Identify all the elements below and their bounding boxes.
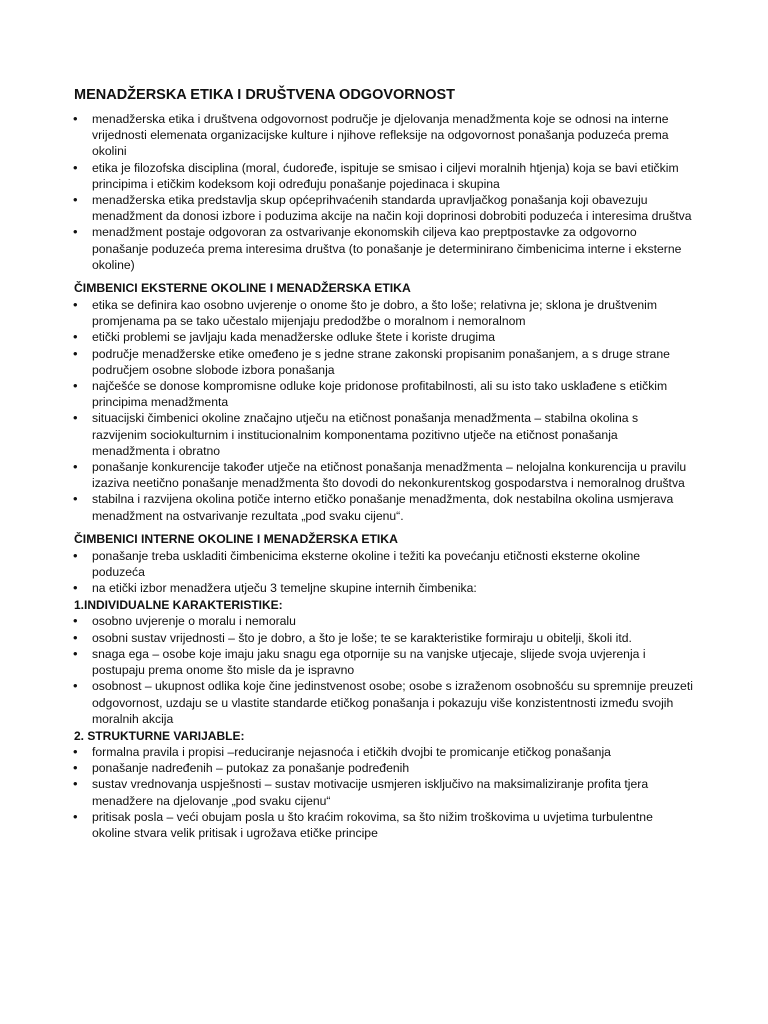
list-item xyxy=(74,760,694,776)
internal-heading: ČIMBENICI INTERNE OKOLINE I MENADŽERSKA ETIKA xyxy=(74,531,398,546)
list-item-text: situacijski čimbenici okoline značajno utječu na etičnost ponašanja menadžmenta – stabilna okolina s razvijenim sociokulturnim i institucionalnim komponentama pozitivno utječe na etičnost ponašanja menadžmenta i obratno xyxy=(92,411,639,458)
list-item xyxy=(74,548,694,580)
list-item xyxy=(74,378,694,410)
list-item-text: područje menadžerske etike omeđeno je s jedne strane zakonski propisanim ponašanjem, a s druge strane područjem osobne slobode izbora ponašanja xyxy=(92,346,670,377)
list-item-text: ponašanje treba uskladiti čimbenicima eksterne okoline i težiti ka povećanju etičnosti eksterne okoline poduzeća xyxy=(92,548,641,580)
bullet-icon: • xyxy=(73,345,78,361)
list-item xyxy=(74,744,694,760)
list-item xyxy=(74,630,694,646)
list-item xyxy=(74,491,694,523)
list-item-text: formalna pravila i propisi –reduciranje nejasnoća i etičkih dvojbi te promicanje etičkog ponašanja xyxy=(92,744,611,759)
bullet-icon: • xyxy=(73,111,78,126)
list-item xyxy=(74,459,694,491)
list-item xyxy=(74,646,694,678)
list-item xyxy=(74,776,694,808)
list-item-text: ponašanje nadređenih – putokaz za ponašanje podređenih xyxy=(92,761,410,776)
list-item xyxy=(74,678,694,727)
list-item xyxy=(74,329,694,345)
bullet-icon: • xyxy=(73,645,78,661)
bullet-icon: • xyxy=(73,459,78,475)
bullet-icon: • xyxy=(73,329,78,345)
list-item xyxy=(74,410,694,459)
document-body xyxy=(74,86,694,841)
intro-list xyxy=(74,111,694,273)
list-item-text: menadžerska etika i društvena odgovornost područje je djelovanja menadžmenta koje se odnosi na interne vrijednosti elemenata organizacijske kulture i njihove refleksije na odgovornost ponašanja poduzeća prema okolini xyxy=(92,112,669,159)
bullet-icon: • xyxy=(73,192,78,208)
list-item xyxy=(74,224,694,273)
bullet-icon: • xyxy=(73,378,78,394)
list-item-text: najčešće se donose kompromisne odluke koje pridonose profitabilnosti, ali su isto tako usklađene s etičkim principima menadžmenta xyxy=(92,379,668,410)
list-item xyxy=(74,346,694,378)
bullet-icon: • xyxy=(73,580,78,596)
list-item-text: sustav vrednovanja uspješnosti – sustav motivacije usmjeren isključivo na maksimaliziranje profita tjera menadžere na djelovanje „pod svaku cijenu“ xyxy=(92,777,649,808)
bullet-icon: • xyxy=(73,159,78,175)
structural-heading: 2. STRUKTURNE VARIJABLE: xyxy=(74,728,245,743)
individual-list xyxy=(74,613,694,726)
bullet-icon: • xyxy=(73,629,78,645)
list-item-text: osobnost – ukupnost odlika koje čine jedinstvenost osobe; osobe s izraženom osobnošću su spremnije preuzeti odgovornost, uzdaju se u vlastite standarde etičkog ponašanja i pokazuju više konzistentnosti između svojih moralnih akcija xyxy=(92,679,693,726)
list-item xyxy=(74,580,694,596)
list-item-text: na etički izbor menadžera utječu 3 temeljne skupine internih čimbenika: xyxy=(92,581,477,596)
bullet-icon: • xyxy=(73,678,78,694)
list-item xyxy=(74,192,694,224)
list-item-text: osobni sustav vrijednosti – što je dobro, a što je loše; te se karakteristike formiraju u obitelji, školi itd. xyxy=(92,630,632,645)
list-item-text: etički problemi se javljaju kada menadžerske odluke štete i koriste drugima xyxy=(92,330,496,345)
bullet-icon: • xyxy=(73,297,78,313)
structural-list xyxy=(74,744,694,841)
page-title: MENADŽERSKA ETIKA I DRUŠTVENA ODGOVORNOST xyxy=(74,87,456,103)
list-item xyxy=(74,160,694,192)
list-item xyxy=(74,297,694,329)
bullet-icon: • xyxy=(73,224,78,240)
list-item xyxy=(74,613,694,629)
list-item-text: etika je filozofska disciplina (moral, ćudoređe, ispituje se smisao i ciljevi moralnih htjenja) koja se bavi etičkim principima i etičkim kodeksom koji određuju ponašanje pojedinaca i skupina xyxy=(92,160,679,191)
list-item xyxy=(74,111,694,160)
list-item-text: etika se definira kao osobno uvjerenje o onome što je dobro, a što loše; relativna je; sklona je društvenim promjenama pa se tako učestalo mijenjaju predodžbe o moralnom i nemoralnom xyxy=(92,298,658,329)
list-item-text: menadžment postaje odgovoran za ostvarivanje ekonomskih ciljeva kao preptpostavke za odgovorno ponašanje poduzeća prema interesima društva (to ponašanje je determinirano čimbenicima interne i eksterne okoline) xyxy=(92,225,682,272)
bullet-icon: • xyxy=(73,743,78,759)
list-item-text: osobno uvjerenje o moralu i nemoralu xyxy=(92,614,296,629)
bullet-icon: • xyxy=(73,776,78,792)
bullet-icon: • xyxy=(73,613,78,629)
list-item-text: pritisak posla – veći obujam posla u što kraćim rokovima, sa što nižim troškovima u uvjetima turbulentne okoline stvara velik pritisak i ugrožava etičke principe xyxy=(92,809,653,840)
internal-list xyxy=(74,548,694,597)
list-item-text: menadžerska etika predstavlja skup općeprihvaćenih standarda upravljačkog ponašanja koji obavezuju menadžment da donosi izbore i poduzima akcije na način koji doprinosi dobrobiti poduzeća i interesima društva xyxy=(92,193,692,224)
external-heading: ČIMBENICI EKSTERNE OKOLINE I MENADŽERSKA ETIKA xyxy=(74,281,411,296)
bullet-icon: • xyxy=(73,808,78,824)
list-item-text: snaga ega – osobe koje imaju jaku snagu ega otpornije su na vanjske utjecaje, slijede svoja uvjerenja i postupaju prema onome što misle da je ispravno xyxy=(92,646,646,678)
list-item-text: stabilna i razvijena okolina potiče interno etičko ponašanje menadžmenta, dok nestabilna okolina usmjerava menadžment na ostvarivanje rezultata „pod svaku cijenu“. xyxy=(92,492,674,523)
bullet-icon: • xyxy=(73,547,78,563)
external-list xyxy=(74,297,694,524)
bullet-icon: • xyxy=(73,410,78,426)
list-item xyxy=(74,809,694,841)
bullet-icon: • xyxy=(73,760,78,776)
individual-heading: 1.INDIVIDUALNE KARAKTERISTIKE: xyxy=(74,598,283,613)
bullet-icon: • xyxy=(73,491,78,507)
list-item-text: ponašanje konkurencije također utječe na etičnost ponašanja menadžmenta – nelojalna konkurencija u pravilu izaziva neetično ponašanje menadžmenta što dovodi do nekonkurentskog gospodarstva i nemoralnog društva xyxy=(92,460,687,491)
